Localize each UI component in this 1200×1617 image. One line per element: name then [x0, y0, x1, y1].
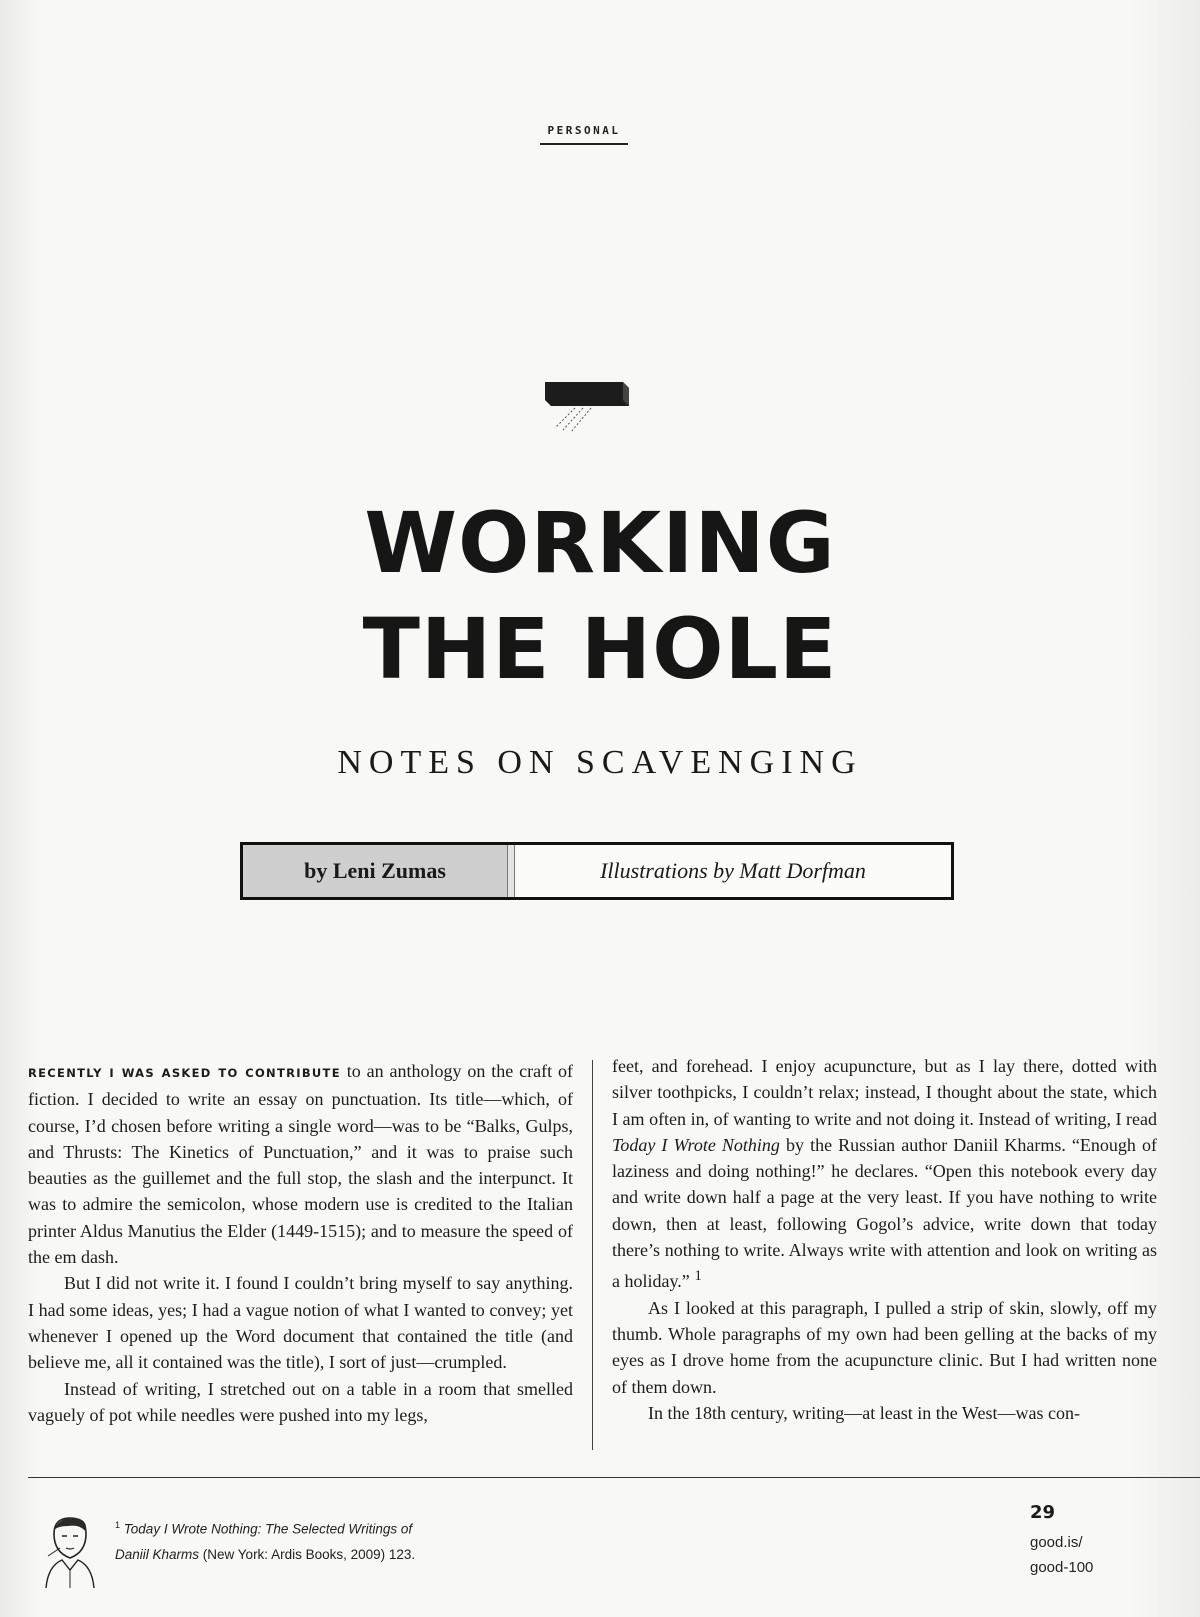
web-url[interactable] [1030, 1530, 1150, 1580]
byline-divider [507, 845, 515, 897]
byline-box [240, 842, 954, 900]
book-title: Today I Wrote Nothing [612, 1134, 780, 1155]
hole-illustration-icon [545, 380, 635, 440]
article-paragraph [612, 1053, 1157, 1295]
article-column-left [28, 1058, 573, 1428]
article-paragraph [28, 1058, 573, 1270]
author-portrait-icon [40, 1512, 100, 1590]
headline-line-1: WORKING [364, 494, 836, 592]
footnote-citation: (New York: Ardis Books, 2009) 123. [199, 1546, 416, 1562]
article-paragraph: Instead of writing, I stretched out on a table in a room that smelled vaguely of pot while needles were pushed into my legs, [28, 1378, 573, 1425]
headline [300, 490, 900, 702]
article-paragraph-text: to an anthology on the craft of fiction. I decided to write an essay on punctuation. Its title—which, of course, I’d chosen before writing a single word—was to be “Balks, Gulps, and Thrusts: The Kinetics of Punctuation,” and it was to praise such beauties as the guillemet and the full stop, the slash and the interpunct. It was to admire the semicolon, whose modern use is credited to the Italian printer Aldus Manutius the Elder (1449-1515); and to measure the speed of the em dash. [28, 1061, 573, 1268]
subtitle: NOTES ON SCAVENGING [337, 744, 863, 781]
article-paragraph-text: by the Russian author Daniil Kharms. “Enough of laziness and doing nothing!” he declares. “Open this notebook every day and write down half a page at the very least. If you have nothing to write down, then at least, following Gogol’s advice, write down that today there’s nothing to write. Always write with attention and look on writing as a holiday.” [612, 1134, 1157, 1292]
byline-illustrator: Illustrations by Matt Dorfman [600, 858, 866, 883]
web-url-line-2: good-100 [1030, 1559, 1094, 1576]
footnote-number: 1 [115, 1520, 121, 1530]
article-column-right [612, 1053, 1157, 1426]
footnote-title: Today I Wrote Nothing: The Selected Writings of Daniil Kharms [115, 1521, 413, 1562]
article-lead-in: RECENTLY I WAS ASKED TO CONTRIBUTE [28, 1066, 341, 1080]
footnote-reference: 1 [694, 1268, 702, 1285]
web-url-line-1: good.is/ [1030, 1534, 1083, 1551]
headline-line-2: THE HOLE [362, 600, 838, 698]
footer-rule [28, 1477, 1200, 1478]
article-paragraph-text: feet, and forehead. I enjoy acupuncture, but as I lay there, dotted with silver toothpicks, I couldn’t relax; instead, I thought about the state, which I am often in, of wanting to write and not doing it. Instead of writing, I read [612, 1056, 1157, 1129]
footnote [115, 1513, 435, 1567]
article-paragraph: In the 18th century, writing—at least in the West—was con- [648, 1402, 1080, 1423]
page-number: 29 [1030, 1502, 1056, 1523]
article-paragraph: As I looked at this paragraph, I pulled a strip of skin, slowly, off my thumb. Whole paragraphs of my own had been gelling at the backs of my eyes as I drove home from the acupuncture clinic. But I had written none of them down. [612, 1297, 1157, 1397]
section-label: PERSONAL [540, 124, 628, 145]
byline-author: by Leni Zumas [243, 845, 507, 897]
article-paragraph: But I did not write it. I found I couldn’t bring myself to say anything. I had some ideas, yes; I had a vague notion of what I wanted to convey; yet whenever I opened up the Word document that contained the title (and believe me, all it contained was the title), I sort of just—crumpled. [28, 1273, 573, 1373]
column-divider [592, 1060, 593, 1450]
